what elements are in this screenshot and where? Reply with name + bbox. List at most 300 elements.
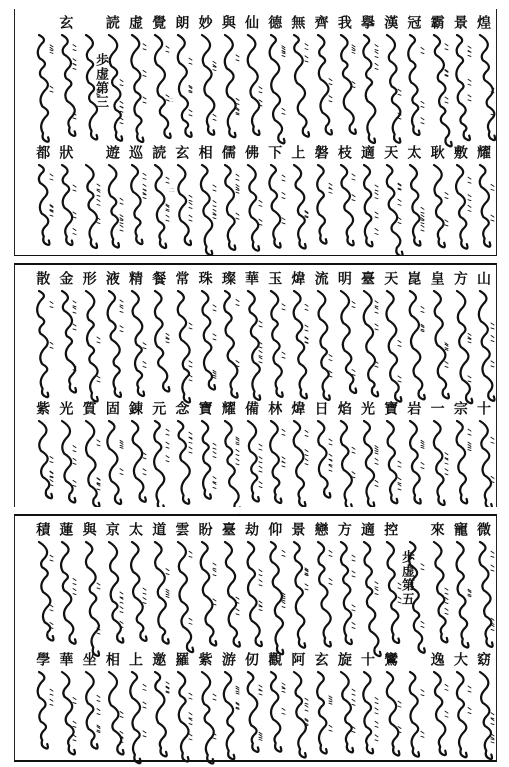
annotation-tick (166, 205, 169, 211)
annotation-tick (236, 609, 239, 615)
annotation-tick (282, 686, 285, 692)
annotation-tick (375, 212, 378, 218)
neume-notation (238, 540, 264, 644)
neume-notation (122, 33, 148, 137)
lyric-character: 林 (266, 401, 283, 415)
lyric-character: 虚 (127, 15, 143, 29)
lyric-character: 岩 (405, 401, 422, 415)
neume-notation (168, 419, 194, 501)
lyric-character: 流 (312, 271, 329, 285)
neume-notation (308, 289, 334, 393)
neume-stroke (86, 35, 97, 139)
neume-stroke (456, 165, 467, 249)
annotation-tick (282, 602, 285, 608)
annotation-tick (491, 551, 494, 557)
annotation-tick (236, 213, 239, 219)
lyric-character: 光 (359, 401, 375, 415)
lyric-character: 金 (57, 271, 74, 285)
neume-notation (308, 33, 334, 137)
lyric-character: 散 (34, 271, 51, 285)
neume-stroke (86, 421, 99, 507)
annotation-tick (375, 63, 378, 69)
annotation-tick (73, 324, 76, 330)
annotation-tick (236, 98, 239, 104)
lyric-character: 蓮 (57, 522, 74, 536)
annotation-tick (375, 698, 378, 704)
lyric-character: 玄 (312, 652, 329, 666)
annotation-tick (73, 212, 76, 218)
neume-notation (122, 670, 148, 752)
annotation-tick (73, 735, 76, 741)
neume-stroke (248, 291, 260, 400)
notation-column (27, 15, 51, 249)
neume-stroke (341, 421, 352, 509)
annotation-tick (491, 565, 494, 571)
neume-notation (354, 33, 380, 137)
neume-stroke (270, 165, 281, 248)
annotation-tick (97, 337, 100, 343)
annotation-tick (97, 376, 100, 382)
neume-notation (238, 163, 264, 245)
neume-notation (400, 670, 426, 752)
annotation-tick (468, 46, 471, 52)
neume-notation (331, 289, 357, 393)
annotation-tick (468, 708, 471, 714)
annotation-tick (50, 622, 53, 628)
annotation-tick (421, 101, 424, 107)
lyric-character: 游 (219, 652, 236, 666)
lyric-character: 觀 (266, 652, 283, 666)
lyric-character: 念 (173, 401, 190, 415)
neume-notation (122, 540, 148, 644)
annotation-tick (236, 459, 239, 465)
neume-notation (76, 163, 102, 245)
annotation-tick (143, 193, 146, 199)
chapter-title-3: 歩虚第五 (399, 550, 414, 606)
annotation-tick (189, 87, 192, 93)
neume-stroke (387, 165, 403, 256)
annotation-tick (50, 605, 53, 611)
lyric-character: 覺 (150, 15, 167, 29)
neume-stroke (178, 672, 189, 762)
annotation-tick (73, 458, 76, 464)
neume-stroke (271, 291, 283, 397)
annotation-tick (143, 702, 146, 708)
annotation-tick (166, 46, 169, 52)
lyric-character: 相 (103, 652, 120, 666)
annotation-tick (375, 458, 378, 464)
annotation-tick (213, 570, 216, 576)
neume-notation (308, 670, 334, 752)
neume-stroke (363, 672, 373, 753)
neume-notation (168, 670, 194, 752)
annotation-tick (143, 598, 146, 604)
annotation-tick (282, 108, 285, 114)
annotation-tick (375, 721, 378, 727)
neume-stroke (86, 542, 99, 656)
notation-column (27, 522, 51, 754)
neume-stroke (341, 35, 356, 134)
annotation-tick (259, 321, 262, 327)
annotation-tick (421, 731, 424, 737)
lyric-character: 景 (289, 522, 306, 536)
annotation-tick (468, 591, 471, 597)
neume-notation (76, 670, 102, 752)
annotation-tick (375, 708, 378, 714)
neume-notation (238, 419, 264, 501)
neume-stroke (39, 165, 50, 245)
annotation-tick (73, 698, 76, 704)
neume-notation (238, 670, 264, 752)
neume-notation (145, 540, 171, 644)
neume-stroke (456, 542, 468, 648)
neume-stroke (480, 672, 492, 759)
annotation-tick (445, 588, 448, 594)
annotation-tick (421, 690, 424, 696)
annotation-tick (166, 682, 169, 688)
neume-notation (284, 289, 310, 393)
annotation-tick (189, 58, 192, 64)
lyric-character: 狀 (57, 145, 74, 159)
annotation-tick (352, 195, 355, 201)
annotation-tick (73, 228, 76, 234)
neume-notation (215, 419, 241, 501)
annotation-tick (305, 459, 308, 465)
annotation-tick (97, 695, 100, 701)
annotation-tick (352, 302, 355, 308)
annotation-tick (282, 429, 285, 435)
annotation-tick (143, 70, 146, 76)
lyric-character: 磐 (312, 145, 329, 159)
neume-stroke (410, 672, 419, 757)
annotation-tick (213, 213, 216, 219)
neume-stroke (409, 35, 420, 135)
annotation-tick (468, 686, 471, 692)
annotation-tick (398, 89, 401, 95)
annotation-tick (120, 80, 123, 86)
annotation-tick (189, 551, 192, 557)
annotation-tick (352, 555, 355, 561)
annotation-tick (445, 711, 448, 717)
annotation-tick (236, 55, 239, 61)
neume-notation (122, 419, 148, 501)
annotation-tick (282, 457, 285, 463)
annotation-tick (189, 323, 192, 329)
neume-stroke (225, 421, 241, 512)
annotation-tick (166, 569, 169, 575)
lyric-character: 學 (34, 652, 51, 666)
annotation-tick (491, 361, 494, 367)
lyric-character: 元 (150, 401, 167, 415)
neume-notation (354, 163, 380, 245)
neume-notation (76, 540, 102, 644)
neume-stroke (479, 291, 495, 401)
lyric-character: 阿 (289, 652, 306, 666)
annotation-tick (213, 334, 216, 340)
annotation-tick (97, 91, 100, 97)
annotation-tick (97, 190, 100, 196)
annotation-tick (305, 44, 308, 50)
neume-stroke (364, 542, 381, 656)
annotation-tick (305, 450, 308, 456)
neume-notation (447, 419, 473, 501)
neume-notation (400, 33, 426, 137)
annotation-tick (398, 478, 401, 484)
annotation-tick (189, 734, 192, 740)
annotation-tick (120, 225, 123, 231)
annotation-tick (421, 463, 424, 469)
annotation-tick (213, 114, 216, 120)
annotation-tick (120, 306, 123, 312)
annotation-tick (352, 174, 355, 180)
annotation-tick (143, 173, 146, 179)
lyric-character: 臺 (219, 522, 236, 536)
neume-notation (122, 163, 148, 245)
neume-stroke (457, 672, 467, 757)
neume-notation (424, 670, 450, 752)
chapter-title-1: 歩虚第三 (93, 53, 108, 109)
neume-stroke (248, 421, 259, 502)
lyric-character: 霸 (428, 15, 445, 29)
neume-notation (168, 289, 194, 393)
neume-notation (261, 289, 287, 393)
lyric-character: 擧 (359, 15, 375, 29)
neume-notation (215, 670, 241, 752)
lyric-character: 邀 (150, 652, 167, 666)
annotation-tick (213, 694, 216, 700)
annotation-tick (445, 344, 448, 350)
annotation-tick (73, 307, 76, 313)
lyric-character: 形 (80, 271, 97, 285)
lyric-character: 無 (289, 15, 306, 29)
lyric-character: 華 (243, 271, 259, 285)
annotation-tick (97, 184, 100, 190)
annotation-tick (375, 735, 378, 741)
annotation-tick (97, 199, 100, 205)
lyric-character: 臺 (359, 271, 375, 285)
neume-stroke (294, 165, 306, 249)
neume-notation (99, 670, 125, 752)
annotation-tick (468, 429, 471, 435)
notation-column (27, 271, 51, 502)
neume-stroke (457, 291, 472, 403)
annotation-tick (468, 337, 471, 343)
neume-stroke (410, 542, 426, 653)
neume-notation (354, 419, 380, 501)
neume-notation (168, 33, 194, 137)
neume-stroke (271, 542, 284, 654)
annotation-tick (421, 207, 424, 213)
neume-notation (145, 670, 171, 752)
neume-stroke (131, 542, 146, 641)
neume-notation (424, 289, 450, 393)
neume-notation (424, 419, 450, 501)
annotation-tick (329, 183, 332, 189)
neume-stroke (294, 672, 306, 758)
neume-notation (284, 419, 310, 501)
neume-stroke (318, 35, 332, 135)
neume-notation (99, 163, 125, 245)
lyric-character: 天 (382, 271, 399, 285)
annotation-tick (166, 177, 169, 183)
section-mark: 二 (167, 187, 174, 193)
lyric-character: 耿 (428, 145, 445, 159)
annotation-tick (120, 118, 123, 124)
neume-stroke (107, 421, 121, 504)
annotation-tick (398, 484, 401, 490)
annotation-tick (445, 608, 448, 614)
neume-notation (284, 33, 310, 137)
annotation-tick (120, 300, 123, 306)
neume-notation (447, 33, 473, 137)
annotation-tick (282, 193, 285, 199)
lyric-character: 玉 (266, 271, 283, 285)
neume-notation (261, 419, 287, 501)
lyric-character: 來 (428, 522, 445, 536)
annotation-tick (236, 174, 239, 180)
neume-stroke (456, 421, 467, 503)
annotation-tick (282, 218, 285, 224)
neume-notation (52, 540, 78, 644)
lyric-character: 與 (80, 522, 97, 536)
annotation-tick (50, 342, 53, 348)
neume-notation (29, 540, 55, 644)
annotation-tick (143, 343, 146, 349)
neume-notation (29, 33, 55, 137)
annotation-tick (305, 430, 308, 436)
lyric-character: 漢 (382, 15, 399, 29)
annotation-tick (213, 563, 216, 569)
neume-notation (377, 289, 403, 393)
neume-notation (331, 419, 357, 501)
neume-stroke (248, 35, 260, 135)
neume-stroke (341, 291, 356, 393)
lyric-character: 璨 (219, 271, 236, 285)
annotation-tick (73, 480, 76, 486)
annotation-tick (421, 118, 424, 124)
neume-stroke (107, 291, 120, 397)
neume-stroke (480, 165, 491, 247)
annotation-tick (352, 622, 355, 628)
annotation-tick (189, 447, 192, 453)
neume-notation (377, 670, 403, 752)
annotation-tick (213, 482, 216, 488)
neume-notation (192, 163, 218, 245)
neume-stroke (178, 421, 190, 504)
annotation-tick (352, 605, 355, 611)
lyric-character: 備 (243, 401, 259, 415)
neume-notation (400, 163, 426, 245)
neume-notation (238, 289, 264, 393)
annotation-tick (421, 225, 424, 231)
neume-notation (470, 419, 496, 501)
annotation-tick (352, 447, 355, 453)
neume-notation (261, 33, 287, 137)
neume-stroke (37, 291, 48, 397)
annotation-tick (236, 109, 239, 115)
neume-notation (331, 670, 357, 752)
neume-stroke (86, 165, 97, 248)
neume-notation (29, 419, 55, 501)
lyric-character: 遊 (103, 145, 120, 159)
neume-notation (424, 540, 450, 644)
lyric-character: 冠 (405, 15, 422, 29)
lyric-character: 仙 (243, 15, 259, 29)
score-panel-3 (14, 514, 497, 762)
neume-notation (215, 540, 241, 644)
lyric-character: 巡 (127, 145, 143, 159)
annotation-tick (50, 480, 53, 486)
lyric-character: 玄 (57, 15, 74, 29)
annotation-tick (50, 86, 53, 92)
neume-notation (29, 670, 55, 752)
annotation-tick (189, 202, 192, 208)
neume-notation (447, 289, 473, 393)
neume-stroke (109, 35, 122, 141)
lyric-character: 宗 (451, 401, 468, 415)
lyric-character: 仰 (266, 522, 283, 536)
neume-stroke (201, 165, 212, 255)
neume-notation (261, 540, 287, 644)
lyric-character: 読 (103, 15, 120, 29)
annotation-tick (352, 699, 355, 705)
annotation-tick (259, 200, 262, 206)
lyric-character: 明 (335, 271, 352, 285)
annotation-tick (468, 95, 471, 101)
neume-notation (215, 163, 241, 245)
annotation-tick (97, 484, 100, 490)
annotation-tick (491, 336, 494, 342)
neume-stroke (434, 291, 449, 398)
lyric-character: 都 (34, 145, 51, 159)
neume-stroke (294, 542, 305, 648)
neume-stroke (202, 672, 214, 764)
neume-stroke (130, 672, 140, 763)
neume-notation (76, 33, 102, 137)
annotation-tick (189, 618, 192, 624)
annotation-tick (305, 56, 308, 62)
annotation-tick (143, 731, 146, 737)
neume-notation (447, 163, 473, 245)
annotation-tick (213, 201, 216, 207)
neume-stroke (224, 291, 237, 398)
lyric-character: 煌 (475, 15, 491, 29)
neume-notation (192, 670, 218, 752)
annotation-tick (50, 699, 53, 705)
annotation-tick (445, 469, 448, 475)
neume-stroke (86, 672, 98, 749)
lyric-character: 朗 (173, 15, 190, 29)
neume-notation (29, 163, 55, 245)
annotation-tick (166, 95, 169, 101)
lyric-character: 京 (103, 522, 120, 536)
annotation-tick (189, 719, 192, 725)
annotation-tick (329, 465, 332, 471)
lyric-character: 仞 (243, 652, 259, 666)
lyric-character: 十 (475, 401, 491, 415)
neume-notation (52, 163, 78, 245)
lyric-character: 下 (266, 145, 283, 159)
annotation-tick (352, 369, 355, 375)
lyric-character: 光 (57, 401, 74, 415)
annotation-tick (213, 185, 216, 191)
annotation-tick (421, 621, 424, 627)
lyric-character: 山 (475, 271, 491, 285)
lyric-character: 焰 (335, 401, 352, 415)
annotation-tick (305, 705, 308, 711)
annotation-tick (143, 44, 146, 50)
neume-stroke (248, 165, 259, 251)
